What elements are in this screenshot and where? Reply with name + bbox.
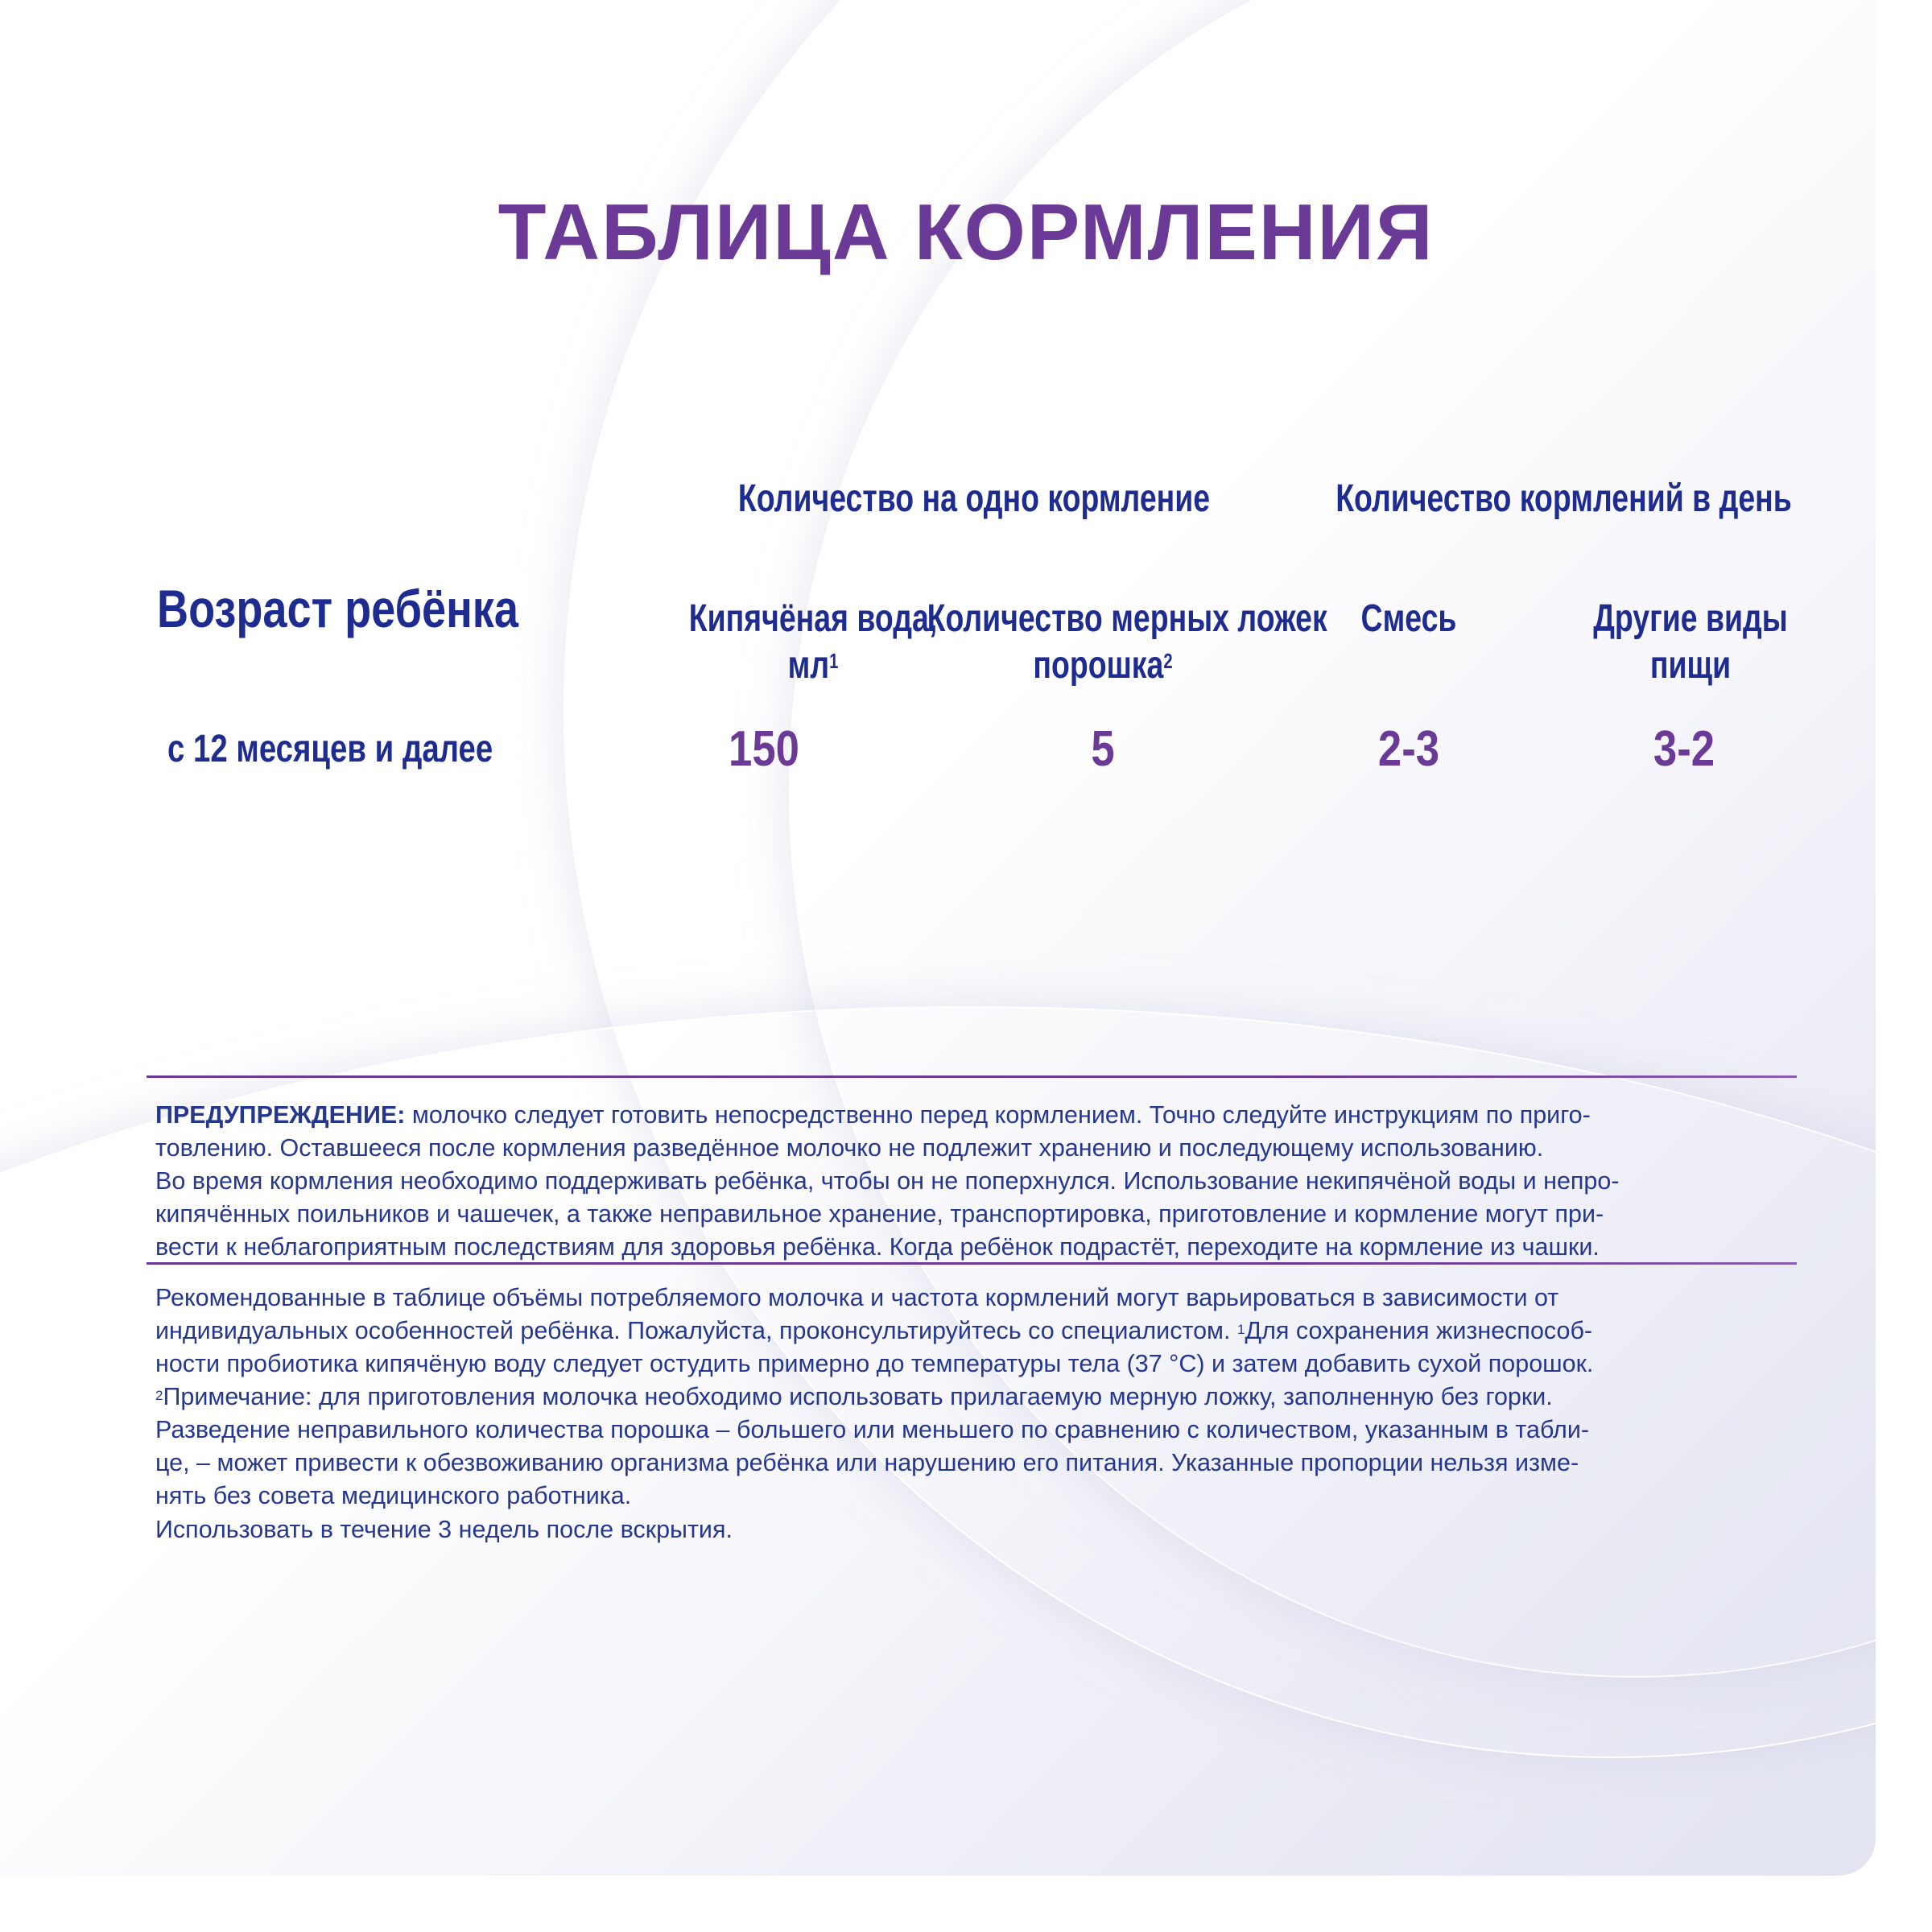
column-header-water [663, 596, 964, 689]
notes-line: индивидуальных особенностей ребёнка. Пожалуйста, проконсультируйтесь со специалистом. $^1$Для сохранения жизнеспособ- [155, 1317, 1593, 1344]
warning-block [155, 1099, 1790, 1264]
warning-line: вести к неблагоприятным последствиям для здоровья ребёнка. Когда ребёнок подрастёт, переходите на кормление из чашки. [155, 1233, 1600, 1261]
divider-bottom [147, 1262, 1797, 1265]
column-header-water-line2: $мл^1$ [787, 644, 839, 687]
warning-line: Во время кормления необходимо поддерживать ребёнка, чтобы он не поперхнулся. Использование некипячёной воды и непро- [155, 1167, 1620, 1195]
page-title: ТАБЛИЦА КОРМЛЕНИЯ [497, 188, 1435, 276]
group-header-per-day: Количество кормлений в день [1335, 477, 1792, 520]
notes-line: Рекомендованные в таблице объёмы потребляемого молочка и частота кормлений могут варьироваться в зависимости от [155, 1284, 1559, 1311]
notes-line: $^2$Примечание: для приготовления молочка необходимо использовать прилагаемую мерную ложку, заполненную без горки. [155, 1383, 1553, 1410]
row-age-value: с 12 месяцев и далее [167, 728, 493, 770]
notes-line: нять без совета медицинского работника. [155, 1482, 632, 1509]
notes-line: ности пробиотика кипячёную воду следует остудить примерно до температуры тела (37 °С) и затем добавить сухой порошок. [155, 1350, 1594, 1377]
row-formula-value: 2-3 [1377, 721, 1440, 777]
column-header-spoons [927, 596, 1327, 689]
warning-label: ПРЕДУПРЕЖДЕНИЕ: [155, 1101, 406, 1129]
column-header-other-line1: Другие виды [1593, 597, 1788, 640]
column-header-other-food [1565, 596, 1816, 689]
column-header-formula: Смесь [1360, 597, 1457, 640]
group-header-per-feeding: Количество на одно кормление [737, 477, 1211, 520]
column-header-spoons-line1: Количество мерных ложек [927, 597, 1327, 640]
usage-note: Использовать в течение 3 недель после вскрытия. [155, 1516, 733, 1543]
divider-top [147, 1075, 1797, 1078]
column-header-age: Возраст ребёнка [157, 579, 518, 638]
footnote-marker: 2 [1163, 649, 1173, 673]
row-other-value: 3-2 [1653, 721, 1715, 777]
warning-line: ПРЕДУПРЕЖДЕНИЕ: молочко следует готовить непосредственно перед кормлением. Точно следуйте инструкциям по приго- [155, 1101, 1591, 1129]
row-spoons-value: 5 [1091, 721, 1115, 777]
notes-block [155, 1282, 1790, 1513]
footnote-marker: 1 [829, 649, 839, 673]
footnote-marker: 1 [1236, 1322, 1245, 1337]
warning-line: кипячённых поильников и чашечек, а также неправильное хранение, транспортировка, приготовление и кормление могут при- [155, 1200, 1604, 1228]
column-header-other-line2: пищи [1649, 644, 1732, 687]
notes-line: це, – может привести к обезвоживанию организма ребёнка или нарушению его питания. Указанные пропорции нельзя изме- [155, 1449, 1579, 1476]
warning-line: товлению. Оставшееся после кормления разведённое молочко не подлежит хранению и последующему использованию. [155, 1134, 1544, 1162]
column-header-water-line1: Кипячёная вода, [688, 597, 938, 640]
column-header-spoons-line2: порошка$^2$ [1033, 644, 1173, 687]
footnote-marker: 2 [155, 1388, 163, 1403]
notes-line: Разведение неправильного количества порошка – большего или меньшего по сравнению с количеством, указанным в табли- [155, 1416, 1590, 1443]
row-water-value: 150 [729, 721, 799, 777]
